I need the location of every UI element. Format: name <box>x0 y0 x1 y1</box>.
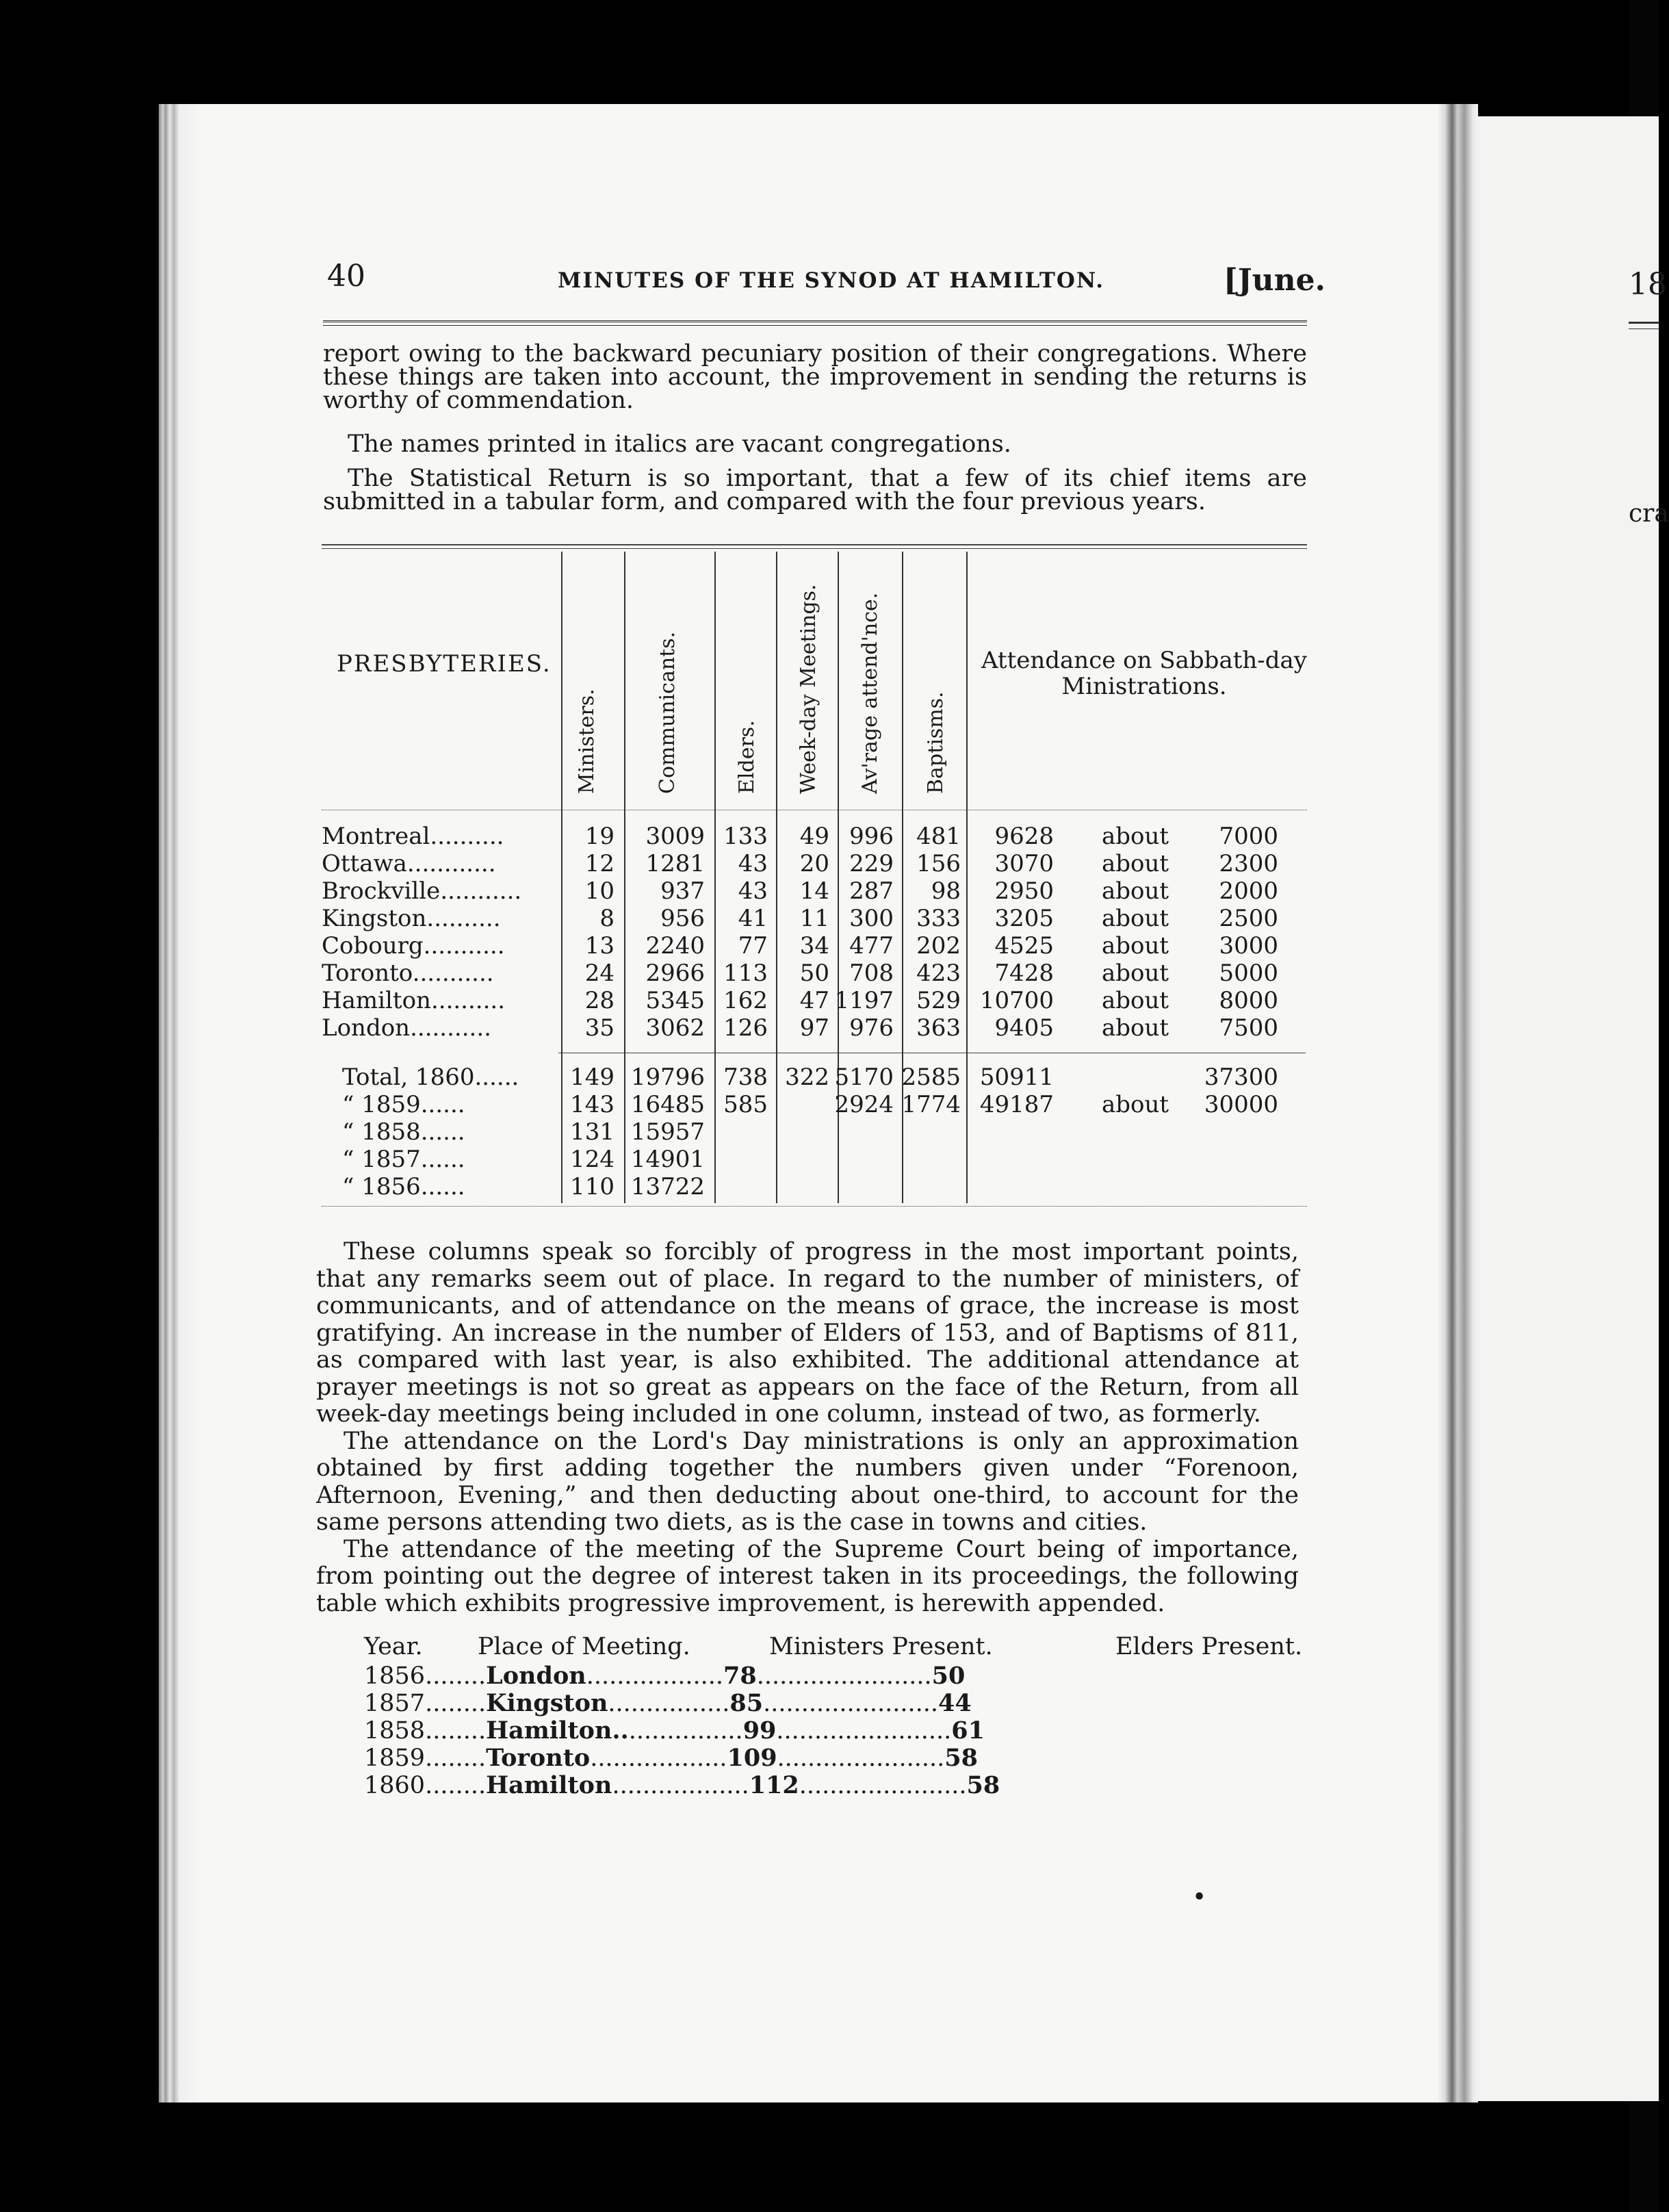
presbytery-cell-elders: 162 <box>723 987 768 1014</box>
meeting-elders: 58 <box>944 1744 979 1772</box>
presbytery-cell-baptisms: 529 <box>916 987 961 1014</box>
total-cell-att2: 37300 <box>1204 1064 1278 1091</box>
presbytery-cell-elders: 41 <box>738 905 768 932</box>
total-cell-communicants: 14901 <box>630 1146 705 1173</box>
page-number: 40 <box>327 259 365 294</box>
presbytery-cell-weekday: 47 <box>799 987 829 1014</box>
leader-dots: ...... <box>420 1146 465 1173</box>
presbytery-cell-weekday: 97 <box>799 1014 829 1042</box>
leader-dots: ........ <box>425 1772 487 1799</box>
presbytery-label <box>322 905 501 932</box>
meeting-year: 1857 <box>364 1690 426 1717</box>
meeting-year: 1858 <box>364 1717 426 1745</box>
total-cell-ministers: 124 <box>570 1146 614 1173</box>
table-bottom-rule <box>322 1206 1307 1207</box>
facing-page-number: 18 <box>1629 267 1667 302</box>
leader-dots: ........ <box>425 1662 487 1690</box>
facing-rule <box>1629 322 1659 324</box>
presbytery-cell-average: 976 <box>849 1014 894 1042</box>
running-month: [June. <box>1224 263 1325 298</box>
attendance-header: Attendance on Sabbath-day Ministrations. <box>981 647 1308 700</box>
intro-paragraph-3 <box>323 467 1307 513</box>
total-name: “ 1859 <box>342 1091 421 1118</box>
leader-dots: ........... <box>440 877 522 905</box>
total-cell-ministers: 110 <box>570 1173 614 1200</box>
meeting-row <box>364 1744 1213 1772</box>
presbytery-cell-about: about <box>1102 1014 1169 1042</box>
presbytery-cell-about: about <box>1102 850 1169 877</box>
leader-dots: ........... <box>412 960 494 987</box>
leader-dots: ...... <box>420 1173 465 1200</box>
presbytery-label <box>322 823 504 850</box>
presbytery-label <box>322 1014 491 1042</box>
presbytery-name: Toronto <box>322 960 413 987</box>
presbytery-cell-baptisms: 423 <box>916 960 961 987</box>
leader-dots: ........ <box>425 1717 487 1745</box>
body-text <box>316 1239 1299 1617</box>
total-label <box>342 1064 519 1091</box>
leader-dots: ....................... <box>763 1690 939 1717</box>
presbytery-cell-att1: 3205 <box>994 905 1054 932</box>
presbytery-label <box>322 932 505 960</box>
total-cell-elders: 738 <box>723 1064 768 1091</box>
meeting-elders: 50 <box>931 1662 966 1690</box>
presbytery-cell-att1: 10700 <box>979 987 1054 1014</box>
presbytery-cell-baptisms: 202 <box>916 932 961 960</box>
meeting-place: Hamilton.. <box>486 1716 629 1745</box>
col-divider <box>624 552 625 1203</box>
total-cell-ministers: 149 <box>570 1064 614 1091</box>
presbytery-cell-weekday: 20 <box>799 850 829 877</box>
presbytery-cell-elders: 43 <box>738 850 768 877</box>
presbytery-cell-about: about <box>1102 932 1169 960</box>
col-header-communicants: Communicants. <box>656 631 680 794</box>
table-top-rule <box>322 544 1307 545</box>
total-cell-weekday: 322 <box>785 1064 829 1091</box>
presbytery-cell-elders: 43 <box>738 877 768 905</box>
meeting-place: Hamilton <box>486 1771 612 1799</box>
presbytery-cell-ministers: 35 <box>584 1014 614 1042</box>
presbyteries-header: PRESBYTERIES. <box>337 650 552 678</box>
meeting-row <box>364 1716 1213 1745</box>
presbytery-cell-att2: 2300 <box>1219 850 1278 877</box>
total-cell-ministers: 131 <box>570 1118 614 1146</box>
presbytery-cell-about: about <box>1102 823 1169 850</box>
presbytery-cell-baptisms: 333 <box>916 905 961 932</box>
total-cell-communicants: 15957 <box>630 1118 705 1146</box>
total-cell-average: 2924 <box>834 1091 894 1118</box>
presbytery-cell-att2: 5000 <box>1219 960 1278 987</box>
presbytery-name: Cobourg <box>322 932 424 960</box>
meeting-ministers: 99 <box>742 1716 777 1745</box>
total-cell-communicants: 16485 <box>630 1091 705 1118</box>
running-title: MINUTES OF THE SYNOD AT HAMILTON. <box>558 268 1105 293</box>
facing-page <box>1478 116 1669 2101</box>
body-paragraph-1: These columns speak so forcibly of progress in the most important points, that any remarks seem out of place. In regard to the number of ministers, of communicants, and of attendance on the means of grace, the increase is most gratifying. An increase in the number of Elders of 153, and of Baptisms of 811, as compared with last year, is also exhibited. The additional attendance at prayer meetings is not so great as appears on the face of the Return, from all week-day meetings being included in one column, instead of two, as formerly. <box>316 1238 1299 1428</box>
presbytery-cell-elders: 126 <box>723 1014 768 1042</box>
intro-paragraph-2: The names printed in italics are vacant congregations. <box>348 430 1011 458</box>
presbytery-cell-weekday: 11 <box>799 905 829 932</box>
presbytery-cell-weekday: 14 <box>799 877 829 905</box>
total-cell-about: about <box>1102 1091 1169 1118</box>
presbytery-cell-att2: 7000 <box>1219 823 1278 850</box>
total-cell-att1: 49187 <box>979 1091 1054 1118</box>
total-name: Total, 1860 <box>342 1064 475 1091</box>
facing-text-fragment: cra <box>1629 500 1669 528</box>
meeting-place: Kingston <box>486 1689 608 1717</box>
presbytery-cell-average: 1197 <box>834 987 894 1014</box>
col-header-baptisms: Baptisms. <box>924 691 948 794</box>
presbytery-name: Kingston <box>322 905 427 932</box>
presbytery-cell-att1: 2950 <box>994 877 1054 905</box>
presbytery-cell-att1: 9405 <box>994 1014 1054 1042</box>
meeting-header-elders: Elders Present. <box>1115 1633 1303 1660</box>
presbytery-cell-baptisms: 156 <box>916 850 961 877</box>
presbytery-cell-average: 708 <box>849 960 894 987</box>
presbytery-cell-elders: 133 <box>723 823 768 850</box>
meeting-elders: 44 <box>938 1689 972 1717</box>
total-cell-communicants: 13722 <box>630 1173 705 1200</box>
presbytery-cell-weekday: 50 <box>799 960 829 987</box>
leader-dots: ...... <box>474 1064 519 1091</box>
leader-dots: .......... <box>426 905 501 932</box>
presbytery-cell-att2: 7500 <box>1219 1014 1278 1042</box>
meeting-elders: 58 <box>966 1771 1000 1799</box>
leader-dots: .................. <box>590 1745 727 1772</box>
meeting-header-ministers: Ministers Present. <box>769 1633 993 1660</box>
presbytery-cell-about: about <box>1102 987 1169 1014</box>
meeting-place: Toronto <box>486 1744 591 1772</box>
presbytery-cell-att1: 4525 <box>994 932 1054 960</box>
col-divider <box>776 552 777 1203</box>
meeting-ministers: 78 <box>723 1662 757 1690</box>
total-label <box>342 1173 465 1200</box>
col-header-ministers: Ministers. <box>575 689 599 794</box>
total-label <box>342 1091 465 1118</box>
leader-dots: ........... <box>423 932 505 960</box>
meeting-header-year: Year. <box>364 1633 423 1660</box>
leader-dots: .................. <box>612 1772 749 1799</box>
leader-dots: ................ <box>608 1690 730 1717</box>
presbytery-cell-att2: 2500 <box>1219 905 1278 932</box>
presbytery-cell-communicants: 937 <box>660 877 705 905</box>
presbytery-cell-ministers: 13 <box>584 932 614 960</box>
leader-dots: ............ <box>406 850 496 877</box>
leader-dots: ....................... <box>756 1662 932 1690</box>
ink-speck: • <box>1192 1883 1207 1912</box>
presbytery-cell-communicants: 3009 <box>645 823 705 850</box>
leader-dots: ........... <box>410 1014 491 1042</box>
leader-dots: ........ <box>425 1745 487 1772</box>
total-cell-elders: 585 <box>723 1091 768 1118</box>
presbytery-cell-baptisms: 481 <box>916 823 961 850</box>
page-edge <box>159 104 200 2102</box>
presbytery-cell-ministers: 19 <box>584 823 614 850</box>
intro-paragraph-3-text: The Statistical Return is so important, that a few of its chief items are submitted in a tabular form, and compared with the four previous years. <box>323 465 1307 515</box>
leader-dots: ...................... <box>799 1772 967 1799</box>
presbytery-cell-communicants: 2966 <box>645 960 705 987</box>
presbytery-cell-average: 300 <box>849 905 894 932</box>
presbytery-name: Montreal <box>322 823 430 850</box>
leader-dots: ...................... <box>777 1745 945 1772</box>
presbytery-cell-elders: 77 <box>738 932 768 960</box>
presbytery-cell-communicants: 2240 <box>645 932 705 960</box>
intro-paragraph-1: report owing to the backward pecuniary position of their congregations. Where these things are taken into account, the improvement in sending the returns is worthy of commendation. <box>323 340 1307 414</box>
total-cell-baptisms: 2585 <box>901 1064 961 1091</box>
presbytery-name: Hamilton <box>322 987 431 1014</box>
total-cell-communicants: 19796 <box>630 1064 705 1091</box>
presbytery-cell-att2: 2000 <box>1219 877 1278 905</box>
meeting-ministers: 85 <box>729 1689 764 1717</box>
presbytery-cell-ministers: 8 <box>599 905 614 932</box>
col-header-weekday-meetings: Week-day Meetings. <box>797 584 820 794</box>
presbytery-name: London <box>322 1014 411 1042</box>
presbytery-cell-ministers: 12 <box>584 850 614 877</box>
presbytery-cell-att1: 7428 <box>994 960 1054 987</box>
presbytery-cell-weekday: 49 <box>799 823 829 850</box>
presbytery-cell-ministers: 10 <box>584 877 614 905</box>
meeting-ministers: 109 <box>727 1744 777 1772</box>
presbytery-cell-average: 996 <box>849 823 894 850</box>
total-name: “ 1858 <box>342 1118 421 1146</box>
meeting-year: 1856 <box>364 1662 426 1690</box>
total-label <box>342 1118 465 1146</box>
presbytery-cell-weekday: 34 <box>799 932 829 960</box>
meeting-ministers: 112 <box>749 1771 799 1799</box>
presbytery-cell-att1: 3070 <box>994 850 1054 877</box>
presbytery-cell-att1: 9628 <box>994 823 1054 850</box>
presbytery-cell-about: about <box>1102 877 1169 905</box>
leader-dots: ....................... <box>776 1717 952 1745</box>
presbytery-cell-average: 287 <box>849 877 894 905</box>
presbytery-cell-communicants: 5345 <box>645 987 705 1014</box>
presbytery-name: Brockville <box>322 877 441 905</box>
meeting-place: London <box>486 1662 586 1690</box>
presbytery-cell-communicants: 956 <box>660 905 705 932</box>
presbytery-label <box>322 960 494 987</box>
body-paragraph-2: The attendance on the Lord's Day ministrations is only an approximation obtained by first adding together the numbers given under “Forenoon, Afternoon, Evening,” and then deducting about one-third, to account for the same persons attending two diets, as is the case in towns and cities. <box>316 1427 1299 1536</box>
presbytery-label <box>322 850 496 877</box>
body-paragraph-3: The attendance of the meeting of the Supreme Court being of importance, from pointing out the degree of interest taken in its proceedings, the following table which exhibits progressive improvement, is herewith appended. <box>316 1535 1299 1617</box>
leader-dots: ........ <box>425 1690 487 1717</box>
total-cell-baptisms: 1774 <box>901 1091 961 1118</box>
header-rule <box>323 320 1307 326</box>
presbytery-cell-ministers: 24 <box>584 960 614 987</box>
presbytery-cell-att2: 3000 <box>1219 932 1278 960</box>
presbytery-cell-att2: 8000 <box>1219 987 1278 1014</box>
total-name: “ 1857 <box>342 1146 421 1173</box>
meeting-row <box>364 1771 1213 1799</box>
col-divider <box>561 552 562 1203</box>
presbytery-name: Ottawa <box>322 850 407 877</box>
col-divider <box>714 552 716 1203</box>
presbytery-cell-baptisms: 98 <box>931 877 961 905</box>
leader-dots: ............... <box>628 1717 743 1745</box>
book-gutter <box>1437 104 1478 2102</box>
table-top-rule-thin <box>322 548 1307 549</box>
meeting-row <box>364 1689 1213 1717</box>
meeting-elders: 61 <box>951 1716 985 1745</box>
presbytery-cell-communicants: 3062 <box>645 1014 705 1042</box>
presbytery-cell-elders: 113 <box>723 960 768 987</box>
total-label <box>342 1146 465 1173</box>
leader-dots: ...... <box>420 1118 465 1146</box>
presbytery-cell-ministers: 28 <box>584 987 614 1014</box>
col-header-elders: Elders. <box>735 720 759 794</box>
meeting-year: 1859 <box>364 1745 426 1772</box>
presbytery-cell-average: 229 <box>849 850 894 877</box>
leader-dots: ...... <box>420 1091 465 1118</box>
presbytery-label <box>322 877 521 905</box>
col-header-average-attendance: Av'rage attend'nce. <box>858 592 882 794</box>
presbytery-label <box>322 987 505 1014</box>
leader-dots: .......... <box>430 823 504 850</box>
meeting-row <box>364 1662 1213 1690</box>
presbytery-cell-baptisms: 363 <box>916 1014 961 1042</box>
presbytery-cell-about: about <box>1102 960 1169 987</box>
leader-dots: .......... <box>430 987 506 1014</box>
presbytery-cell-communicants: 1281 <box>645 850 705 877</box>
meeting-header-place: Place of Meeting. <box>478 1633 690 1660</box>
total-cell-att1: 50911 <box>979 1064 1054 1091</box>
total-cell-average: 5170 <box>834 1064 894 1091</box>
presbytery-cell-average: 477 <box>849 932 894 960</box>
total-cell-att2: 30000 <box>1204 1091 1278 1118</box>
total-name: “ 1856 <box>342 1173 421 1200</box>
leader-dots: .................. <box>586 1662 724 1690</box>
presbytery-cell-about: about <box>1102 905 1169 932</box>
total-cell-ministers: 143 <box>570 1091 614 1118</box>
meeting-year: 1860 <box>364 1772 426 1799</box>
